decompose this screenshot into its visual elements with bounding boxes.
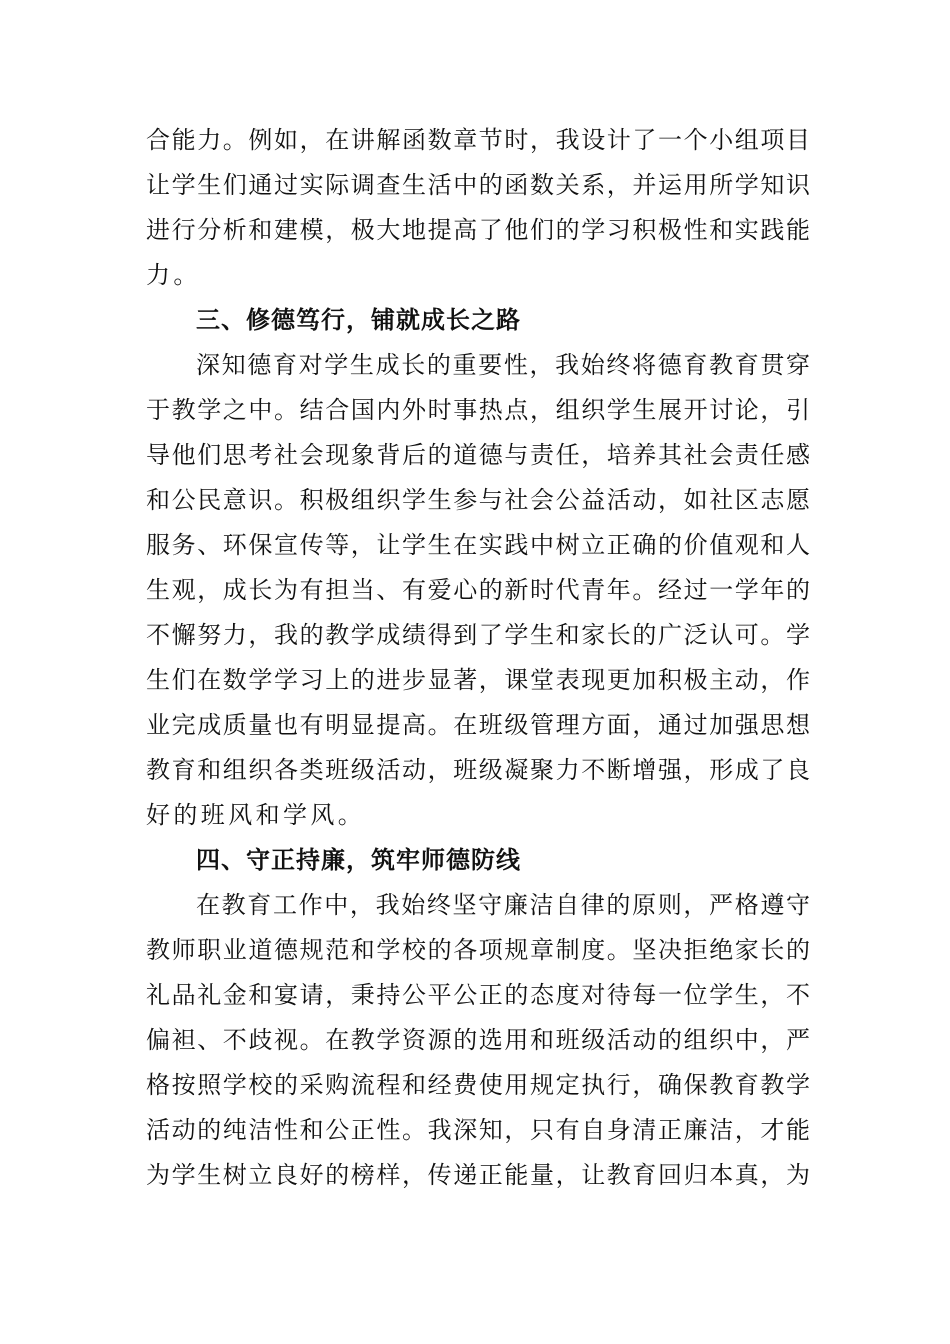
- paragraph-line: 生们在数学学习上的进步显著，课堂表现更加积极主动，作: [146, 666, 810, 694]
- paragraph-line: 生观，成长为有担当、有爱心的新时代青年。经过一学年的: [146, 576, 810, 604]
- paragraph-line: 偏袒、不歧视。在教学资源的选用和班级活动的组织中，严: [146, 1026, 810, 1054]
- section-heading-3: 三、修德笃行，铺就成长之路: [196, 306, 521, 334]
- paragraph-line: 教育和组织各类班级活动，班级凝聚力不断增强，形成了良: [146, 756, 810, 784]
- paragraph-line: 深知德育对学生成长的重要性，我始终将德育教育贯穿: [196, 351, 810, 379]
- paragraph-line: 格按照学校的采购流程和经费使用规定执行，确保教育教学: [146, 1071, 810, 1099]
- paragraph-line: 服务、环保宣传等，让学生在实践中树立正确的价值观和人: [146, 531, 810, 559]
- paragraph-line: 让学生们通过实际调查生活中的函数关系，并运用所学知识: [146, 171, 810, 199]
- paragraph-line: 为学生树立良好的榜样，传递正能量，让教育回归本真，为: [146, 1161, 810, 1189]
- paragraph-line: 于教学之中。结合国内外时事热点，组织学生展开讨论，引: [146, 396, 810, 424]
- paragraph-line: 合能力。例如，在讲解函数章节时，我设计了一个小组项目: [146, 126, 810, 154]
- paragraph-line: 礼品礼金和宴请，秉持公平公正的态度对待每一位学生，不: [146, 981, 810, 1009]
- section-heading-4: 四、守正持廉，筑牢师德防线: [196, 846, 521, 874]
- paragraph-line: 在教育工作中，我始终坚守廉洁自律的原则，严格遵守: [196, 891, 810, 919]
- paragraph-line: 导他们思考社会现象背后的道德与责任，培养其社会责任感: [146, 441, 810, 469]
- paragraph-line: 好的班风和学风。: [146, 801, 366, 829]
- paragraph-line: 不懈努力，我的教学成绩得到了学生和家长的广泛认可。学: [146, 621, 810, 649]
- paragraph-line: 活动的纯洁性和公正性。我深知，只有自身清正廉洁，才能: [146, 1116, 810, 1144]
- paragraph-line: 进行分析和建模，极大地提高了他们的学习积极性和实践能: [146, 216, 810, 244]
- paragraph-line: 和公民意识。积极组织学生参与社会公益活动，如社区志愿: [146, 486, 810, 514]
- paragraph-line: 业完成质量也有明显提高。在班级管理方面，通过加强思想: [146, 711, 810, 739]
- paragraph-line: 教师职业道德规范和学校的各项规章制度。坚决拒绝家长的: [146, 936, 810, 964]
- paragraph-line: 力。: [146, 261, 201, 289]
